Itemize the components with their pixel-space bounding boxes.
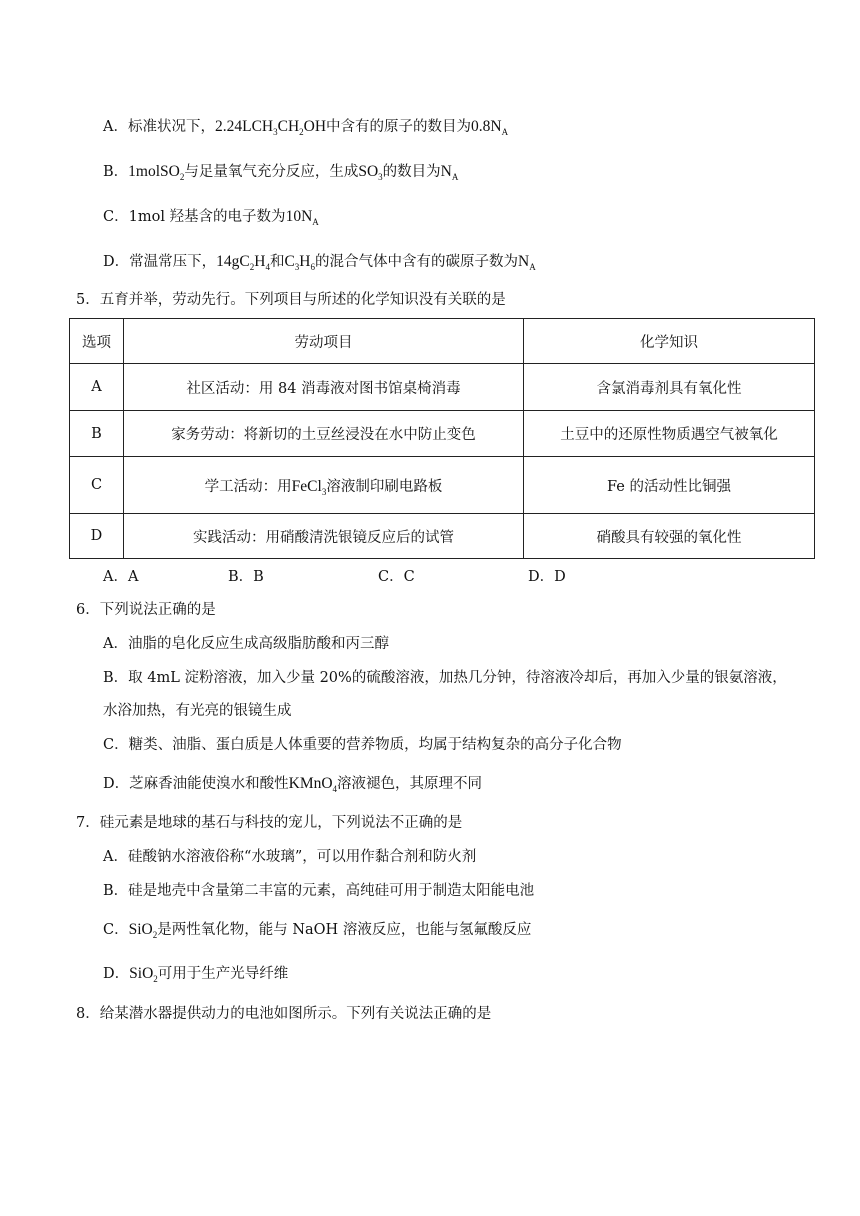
formula-kmno4: KMnO$_4$ <box>288 775 338 794</box>
formula-sio2: SiO$_2$ <box>129 965 158 984</box>
formula-na: $N_A$ <box>517 253 536 272</box>
option-text: 的数目为 <box>382 164 441 180</box>
formula-c3h6: $C_3H_6$ <box>284 253 315 272</box>
table-row <box>70 411 815 457</box>
row-chem-knowledge: 土豆中的还原性物质遇空气被氧化 <box>524 411 815 457</box>
row-option: B <box>70 411 124 457</box>
q4-option-c <box>103 207 319 227</box>
option-label: A． <box>103 119 128 135</box>
q5-choice-a: A．A <box>103 569 139 585</box>
table-row <box>70 514 815 559</box>
option-text: 中含有的原子的数目为 <box>326 119 472 135</box>
q6-option-b-line1: B．取 4mL 淀粉溶液，加入少量 20%的硫酸溶液，加热几分钟，待溶液冷却后，再加入少量的银氨溶液， <box>103 670 787 686</box>
q7-option-b: B．硅是地壳中含量第二丰富的元素，高纯硅可用于制造太阳能电池 <box>103 883 535 899</box>
formula-so2: 1molSO$_2$ <box>128 163 185 182</box>
table-header-row <box>70 319 815 364</box>
q5-table <box>69 318 815 559</box>
row-option: A <box>70 364 124 411</box>
q8-stem: 8．给某潜水器提供动力的电池如图所示。下列有关说法正确的是 <box>76 1006 492 1022</box>
option-text: 1mol 羟基含的电子数为 <box>128 209 286 225</box>
row-labor-item: 社区活动：用 84 消毒液对图书馆桌椅消毒 <box>124 364 524 411</box>
formula-c2h4: $14gC_2H_4$ <box>216 253 270 272</box>
q6-option-a: A．油脂的皂化反应生成高级脂肪酸和丙三醇 <box>103 636 389 652</box>
formula-sio2: SiO$_2$ <box>128 921 158 940</box>
formula-na: $0.8N_A$ <box>471 118 509 137</box>
row-option: D <box>70 514 124 559</box>
option-text: 标准状况下， <box>127 119 215 135</box>
q4-option-d <box>103 252 536 272</box>
formula-so3: $SO_3$ <box>358 163 383 182</box>
option-text: 的混合气体中含有的碳原子数为 <box>314 254 518 270</box>
header-option: 选项 <box>70 319 124 364</box>
row-labor-item: 家务劳动：将新切的土豆丝浸没在水中防止变色 <box>124 411 524 457</box>
q7-option-a: A．硅酸钠水溶液俗称“水玻璃”，可以用作黏合剂和防火剂 <box>103 849 477 865</box>
q5-choice-b: B．B <box>228 569 264 585</box>
option-text: 与足量氧气充分反应，生成 <box>184 164 359 180</box>
q5-stem: 5．五育并举，劳动先行。下列项目与所述的化学知识没有关联的是 <box>76 292 506 308</box>
q7-option-d: D．SiO$_2$可用于生产光导纤维 <box>103 965 289 984</box>
option-label: B． <box>103 164 129 180</box>
table-row <box>70 457 815 514</box>
row-labor-item: 学工活动：用FeCl$_3$溶液制印刷电路板 <box>124 457 524 514</box>
option-text: 常温常压下， <box>129 254 217 270</box>
q5-choice-c: C．C <box>378 569 415 585</box>
formula-na: $N_A$ <box>440 163 459 182</box>
option-text: 和 <box>269 254 285 270</box>
q7-stem: 7．硅元素是地球的基石与科技的宠儿，下列说法不正确的是 <box>76 815 463 831</box>
q5-choice-d: D．D <box>528 569 566 585</box>
formula-ethanol: $2.24LCH_3CH_2OH$ <box>214 118 327 137</box>
q6-option-c: C．糖类、油脂、蛋白质是人体重要的营养物质，均属于结构复杂的高分子化合物 <box>103 737 622 753</box>
q4-option-b <box>103 162 458 182</box>
q6-stem: 6．下列说法正确的是 <box>76 602 216 618</box>
row-labor-item: 实践活动：用硝酸清洗银镜反应后的试管 <box>124 514 524 559</box>
q4-option-a <box>103 117 508 137</box>
row-option: C <box>70 457 124 514</box>
q6-option-b-line2: 水浴加热，有光亮的银镜生成 <box>103 703 292 719</box>
row-chem-knowledge: Fe 的活动性比铜强 <box>524 457 815 514</box>
table-row <box>70 364 815 411</box>
q6-option-d: D．芝麻香油能使溴水和酸性KMnO$_4$溶液褪色，其原理不同 <box>103 775 483 794</box>
header-chem-knowledge: 化学知识 <box>524 319 815 364</box>
option-label: C． <box>103 209 129 225</box>
formula-fecl3: FeCl$_3$ <box>291 477 327 497</box>
q7-option-c: C．SiO$_2$是两性氧化物，能与 NaOH 溶液反应，也能与氢氟酸反应 <box>103 921 532 940</box>
header-labor-item: 劳动项目 <box>124 319 524 364</box>
option-label: D． <box>103 254 130 270</box>
row-chem-knowledge: 硝酸具有较强的氧化性 <box>524 514 815 559</box>
row-chem-knowledge: 含氯消毒剂具有氧化性 <box>524 364 815 411</box>
formula-na: $10N_A$ <box>285 208 319 227</box>
